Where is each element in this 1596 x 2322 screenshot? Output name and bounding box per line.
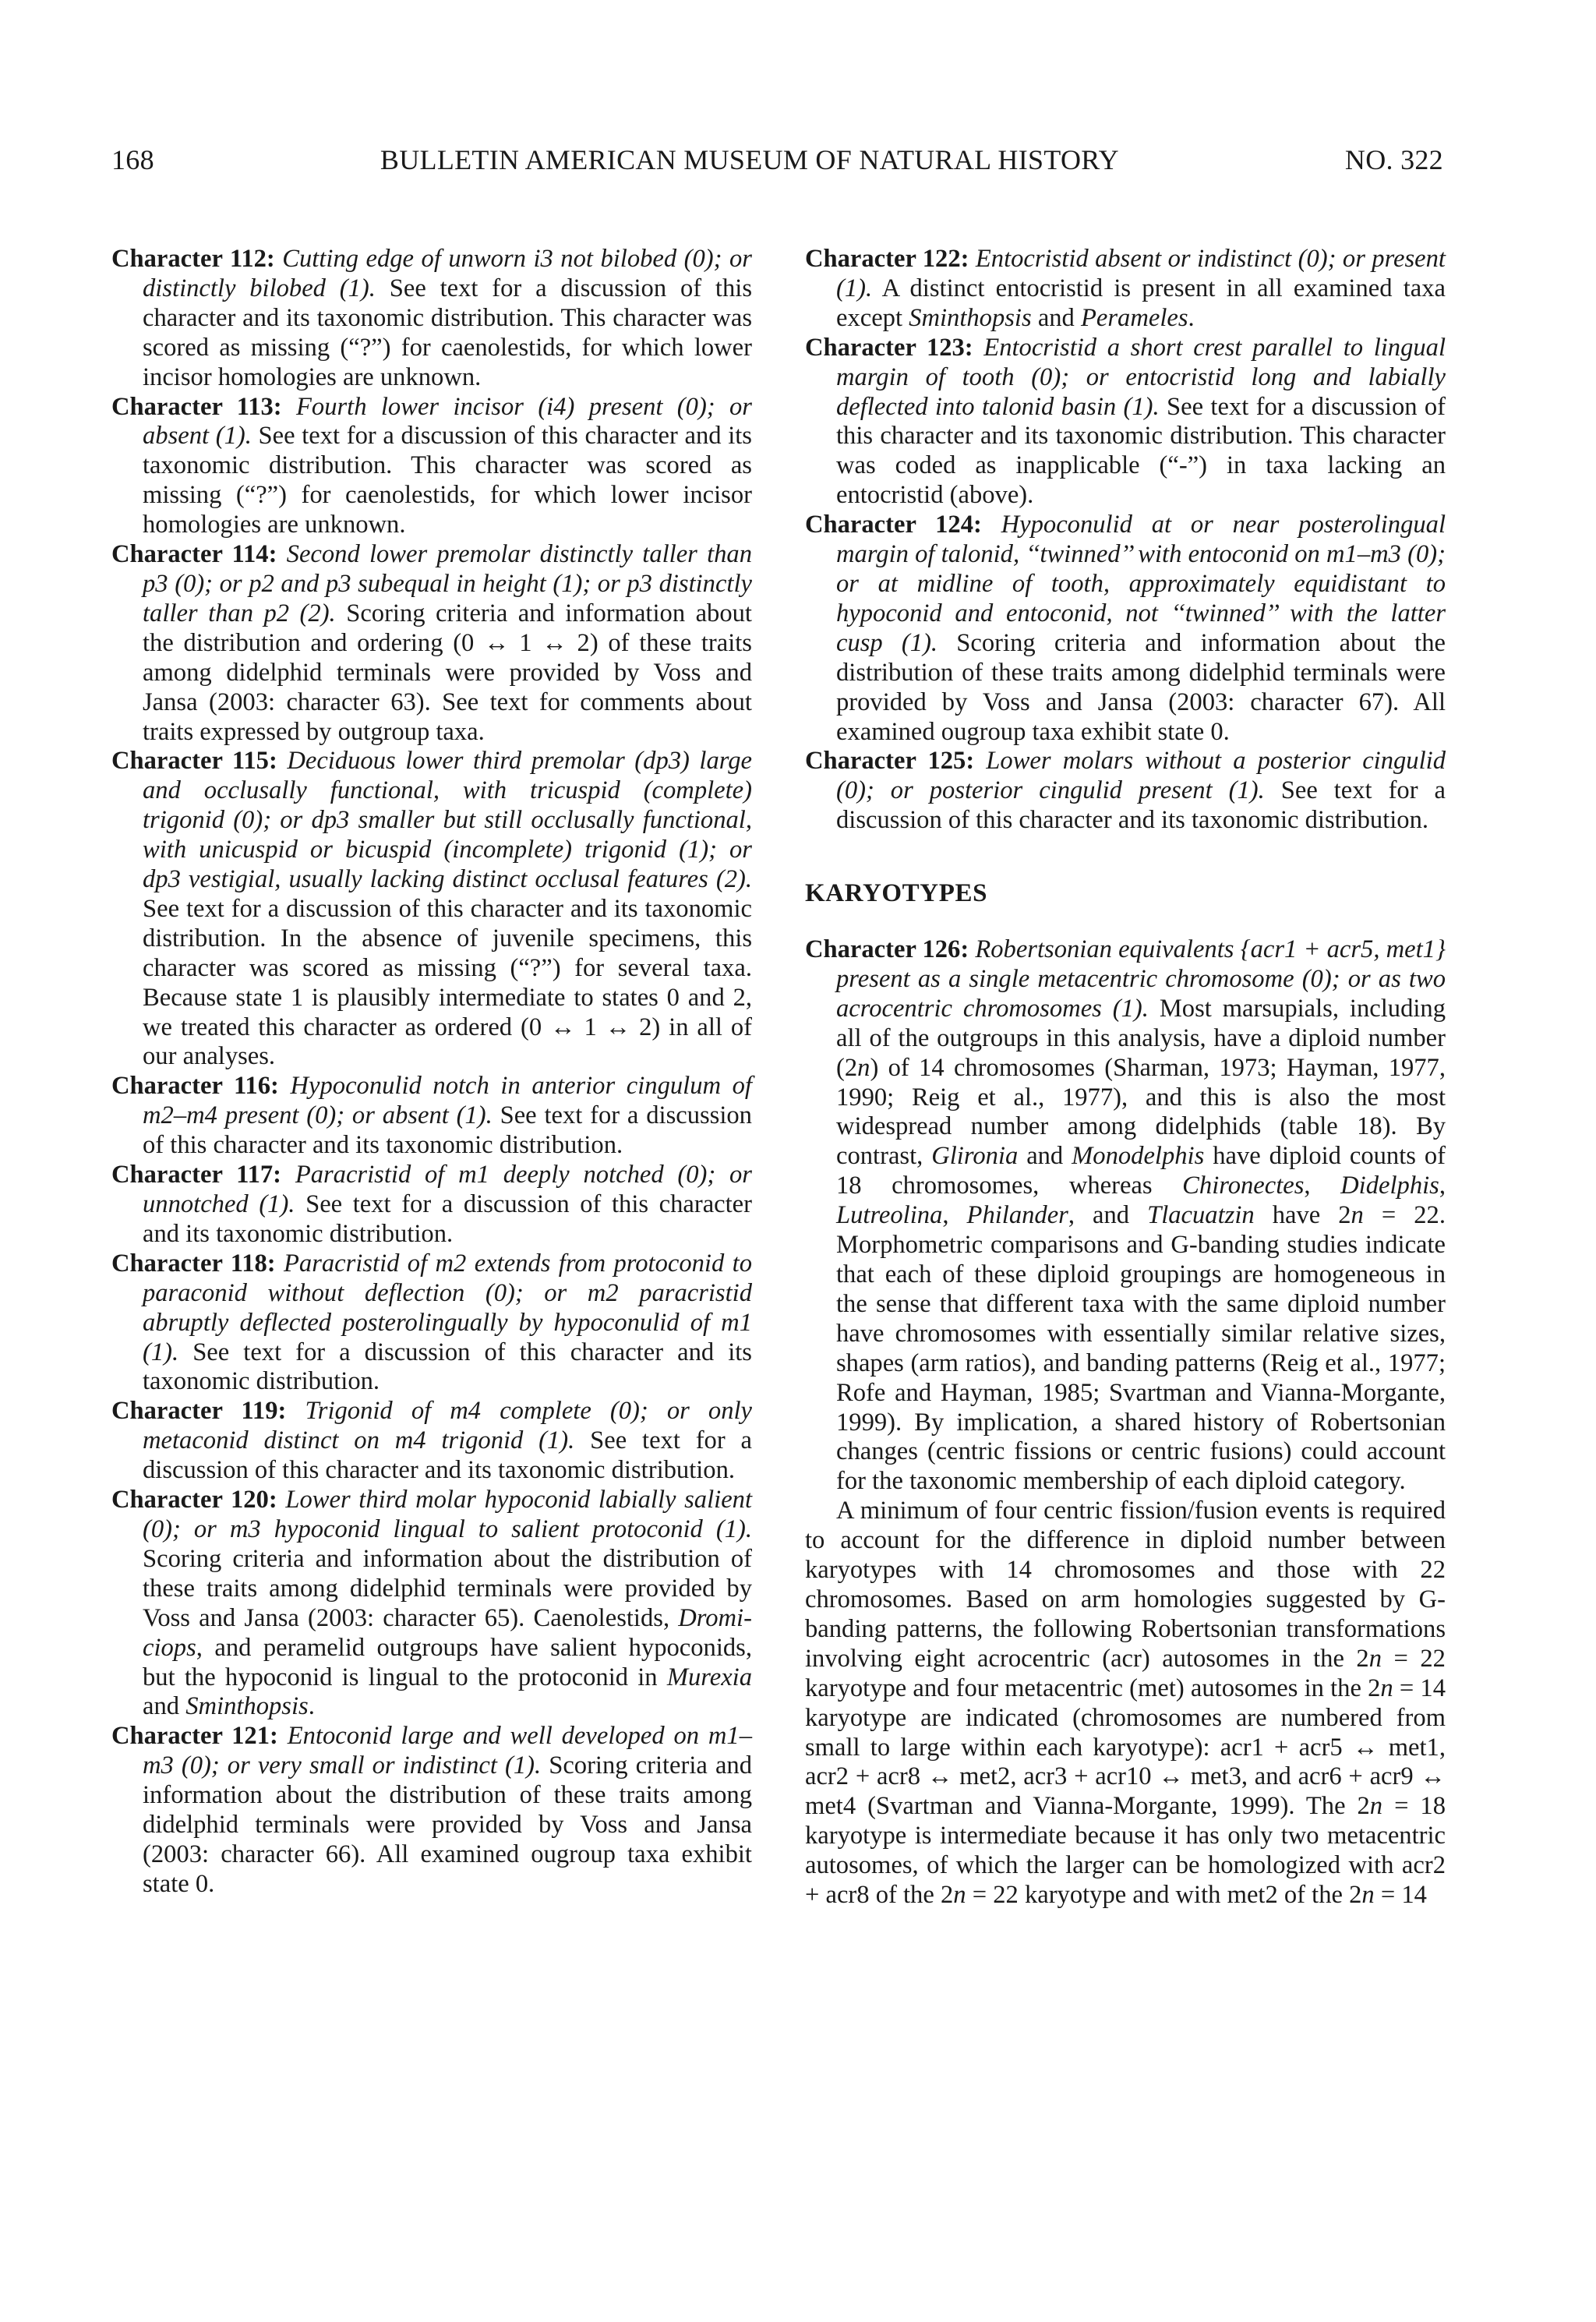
variable-n: n xyxy=(857,1053,870,1082)
paragraph-text: = 22 karyotype and with met2 of the 2 xyxy=(972,1881,1362,1910)
taxon-name: Tlacuatzin xyxy=(1147,1201,1255,1230)
character-description: . xyxy=(308,1692,315,1721)
character-121 xyxy=(111,1722,752,1899)
variable-n: n xyxy=(1361,1881,1375,1910)
page-number: 168 xyxy=(111,144,154,175)
variable-n: n xyxy=(1380,1673,1393,1702)
character-states: Second lower premolar distinctly taller than p3 (0); or p2 and p3 subequal in height (1); or p3 distinctly taller than p2 (2). xyxy=(143,540,752,627)
taxon-name: Glironia xyxy=(931,1142,1019,1171)
character-116 xyxy=(111,1072,752,1161)
taxon-name: Sminthopsis xyxy=(185,1692,309,1721)
character-description: See text for a discussion of this character and its taxonomic distribution. xyxy=(143,1426,752,1485)
character-label: Character 123: xyxy=(805,333,973,362)
character-label: Character 119: xyxy=(111,1397,287,1426)
character-description: = 22. Morphometric comparisons and G-banding studies indicate that each of these diploid groupings are homogeneous in the sense that different taxa with the same diploid number have chromosomes with essentially similar relative sizes, shapes (arm ratios), and banding patterns (Reig et al., 1977; Rofe and Hayman, 1985; Svartman and Vianna-Morgante, 1999). By implication, a shared history of Robertsonian changes (centric fissions or centric fusions) could account for the taxonomic membership of each diploid category. xyxy=(836,1201,1446,1496)
character-states: Robertsonian equivalents {acr1 + acr5, met1} present as a single metacentric chromosome (0); or as two acrocentric chromosomes (1). xyxy=(836,935,1446,1023)
taxon-name: Perameles xyxy=(1081,303,1188,332)
character-126 xyxy=(805,935,1446,1497)
body-paragraph xyxy=(805,1497,1446,1910)
character-description: Scoring criteria and information about the distribution and ordering (0 ↔ 1 ↔ 2) of these traits among didelphid terminals were provided by Voss and Jansa (2003: character 63). See text for comments about traits expressed by outgroup taxa. xyxy=(143,599,752,746)
journal-title: BULLETIN AMERICAN MUSEUM OF NATURAL HISTORY xyxy=(380,144,1119,175)
paragraph-text: = 18 karyotype is intermediate because it has only two metacentric autosomes, of which the larger can be homologized with acr2 + acr8 of the 2 xyxy=(805,1792,1446,1910)
taxon-name: Chironectes xyxy=(1182,1172,1305,1200)
taxon-name: Lutreolina xyxy=(836,1201,943,1230)
separator: , xyxy=(1304,1172,1311,1200)
character-states: Entoconid large and well developed on m1–m3 (0); or very small or indistinct (1). xyxy=(143,1722,752,1780)
taxon-name: Monodelphis xyxy=(1072,1142,1205,1171)
character-118 xyxy=(111,1249,752,1398)
section-heading-karyotypes: KARYOTYPES xyxy=(805,879,988,908)
character-label: Character 121: xyxy=(111,1722,278,1751)
right-column xyxy=(805,245,1446,1910)
character-description: See text for a discussion of this character and its taxonomic distribution. This character was scored as missing (“?”) for caenolestids, for which lower incisor homologies are unknown. xyxy=(143,274,752,391)
character-description: See text for a discussion of this character and its taxonomic distribution. xyxy=(836,776,1446,835)
character-description: Most marsupials, including all of the outgroups in this analysis, have a diploid number (2 xyxy=(836,994,1446,1082)
character-description: and xyxy=(1026,1142,1064,1171)
character-states: Paracristid of m1 deeply notched (0); or unnotched (1). xyxy=(143,1161,752,1218)
character-states: Trigonid of m4 complete (0); or only metaconid distinct on m4 trigonid (1). xyxy=(143,1397,752,1455)
paragraph-text: A minimum of four centric fission/fusion events is required to account for the difference in diploid number between karyotypes with 14 chromosomes and those with 22 chromosomes. Based on arm homologies suggested by G-banding patterns, the following Robertsonian transformations involving eight acrocentric (acr) autosomes in the 2 xyxy=(805,1497,1446,1673)
character-label: Character 113: xyxy=(111,392,282,421)
character-description: A distinct entocristid is present in all examined taxa except xyxy=(836,274,1446,332)
character-description: Scoring criteria and information about the distribution of these traits among didelphid terminals were provided by Voss and Jansa (2003: character 67). All examined ougroup taxa exhibit state 0. xyxy=(836,628,1446,746)
variable-n: n xyxy=(1351,1201,1364,1230)
character-label: Character 118: xyxy=(111,1249,276,1278)
character-label: Character 122: xyxy=(805,245,969,273)
variable-n: n xyxy=(953,1881,966,1910)
paragraph-text: = 14 xyxy=(1380,1881,1427,1910)
character-113 xyxy=(111,393,752,541)
character-description: . xyxy=(1188,303,1195,332)
character-description: ) of 14 chromosomes (Sharman, 1973; Hayman, 1977, 1990; Reig et al., 1977), and this is also the most widespread number among didelphids (table 18). By contrast, xyxy=(836,1053,1446,1171)
character-label: Character 116: xyxy=(111,1072,279,1101)
character-description: See text for a discussion of this character and its taxonomic distribution. In the absence of juvenile specimens, this character was scored as missing (“?”) for several taxa. Because state 1 is plausibly intermediate to states 0 and 2, we treated this character as ordered (0 ↔ 1 ↔ 2) in all of our analyses. xyxy=(143,894,752,1071)
taxon-name: Philander xyxy=(966,1201,1068,1230)
character-114 xyxy=(111,540,752,747)
character-description: See text for a discussion of this character and its taxonomic distribution. This character was coded as inapplicable (“-”) in taxa lacking an entocristid (above). xyxy=(836,392,1446,510)
character-states: Lower third molar hypoconid labially salient (0); or m3 hypoconid lingual to salient protoconid (1). xyxy=(143,1486,752,1543)
character-115 xyxy=(111,747,752,1072)
character-description: , and xyxy=(1068,1201,1130,1230)
running-header xyxy=(111,143,1443,176)
character-label: Character 126: xyxy=(805,935,969,964)
character-label: Character 114: xyxy=(111,540,277,569)
character-states: Entocristid a short crest parallel to lingual margin of tooth (0); or entocristid long and labially deflected into talonid basin (1). xyxy=(836,333,1446,421)
issue-number: NO. 322 xyxy=(1344,144,1443,175)
taxon-name: Murexia xyxy=(666,1663,752,1691)
character-description: Scoring criteria and information about the distribution of these traits among didelphid terminals were provided by Voss and Jansa (2003: character 65). Caenolestids, xyxy=(143,1544,752,1632)
character-label: Character 117: xyxy=(111,1161,282,1189)
variable-n: n xyxy=(1368,1644,1382,1673)
character-label: Character 120: xyxy=(111,1486,277,1514)
character-label: Character 124: xyxy=(805,511,982,539)
taxon-name: Didelphis xyxy=(1340,1172,1439,1200)
character-states: Paracristid of m2 extends from protoconid to paraconid without deflection (0); or m2 paracristid abruptly deflected posterolingually by hypoconulid of m1 (1). xyxy=(143,1249,752,1366)
paragraph-text: = 22 karyotype and four metacentric (met) autosomes in the 2 xyxy=(805,1644,1446,1702)
character-description: See text for a discussion of this character and its taxonomic distribution. xyxy=(143,1338,752,1396)
character-117 xyxy=(111,1161,752,1249)
character-states: Cutting edge of unworn i3 not bilobed (0); or distinctly bilobed (1). xyxy=(143,245,752,302)
paragraph-text: = 14 karyotype are indicated (chromosomes are numbered from small to large within each karyotype): acr1 + acr5 ↔ met1, acr2 + acr8 ↔ met2, acr3 + acr10 ↔ met3, and acr6 + acr9 ↔ met4 (Svartman and Vianna-Morgante, 1999). The 2 xyxy=(805,1673,1446,1821)
character-description: have 2 xyxy=(1272,1201,1351,1230)
character-description: See text for a discussion of this character and its taxonomic distribution. This character was scored as missing (“?”) for caenolestids, for which lower incisor homologies are unknown. xyxy=(143,422,752,539)
character-123 xyxy=(805,334,1446,511)
character-description: See text for a discussion of this character and its taxonomic distribution. xyxy=(143,1190,752,1248)
character-states: Lower molars without a posterior cingulid (0); or posterior cingulid present (1). xyxy=(836,747,1446,805)
character-states: Deciduous lower third premolar (dp3) large and occlusally functional, with tricuspid (complete) trigonid (0); or dp3 smaller but still occlusally functional, with unicuspid or bicuspid (incomplete) trigonid (1); or dp3 vestigial, usually lacking distinct occlusal features (2). xyxy=(143,747,752,894)
character-states: Entocristid absent or indistinct (0); or present (1). xyxy=(836,245,1446,302)
taxon-name: Sminthopsis xyxy=(909,303,1032,332)
left-column xyxy=(111,245,752,1900)
character-description: , and peramelid outgroups have salient hypoconids, but the hypoconid is lingual to the protoconid in xyxy=(143,1633,752,1691)
character-120 xyxy=(111,1486,752,1722)
character-states: Hypoconulid notch in anterior cingulum of m2–m4 present (0); or absent (1). xyxy=(143,1072,752,1130)
character-119 xyxy=(111,1397,752,1486)
character-description: and xyxy=(143,1692,180,1721)
variable-n: n xyxy=(1369,1792,1383,1821)
character-124 xyxy=(805,511,1446,747)
character-description: and xyxy=(1037,303,1075,332)
character-label: Character 125: xyxy=(805,747,975,776)
character-112 xyxy=(111,245,752,393)
taxon-name: Dromiciops xyxy=(143,1603,752,1662)
character-122 xyxy=(805,245,1446,334)
separator: , xyxy=(942,1201,949,1230)
separator: , xyxy=(1439,1172,1446,1200)
character-label: Character 115: xyxy=(111,747,277,776)
character-description: have diploid counts of 18 chromosomes, whereas xyxy=(836,1142,1446,1200)
character-description: See text for a discussion of this character and its taxonomic distribution. xyxy=(143,1101,752,1160)
character-label: Character 112: xyxy=(111,245,275,273)
character-125 xyxy=(805,747,1446,836)
character-states: Hypoconulid at or near posterolingual margin of talonid, ‘‘twinned’’ with entoconid on m1–m3 (0); or at midline of tooth, approximately equidistant to hypoconid and entoconid, not ‘‘twinned’’ with the latter cusp (1). xyxy=(836,511,1446,657)
character-description: Scoring criteria and information about the distribution of these traits among didelphid terminals were provided by Voss and Jansa (2003: character 66). All examined ougroup taxa exhibit state 0. xyxy=(143,1751,752,1898)
character-states: Fourth lower incisor (i4) present (0); or absent (1). xyxy=(143,392,752,451)
